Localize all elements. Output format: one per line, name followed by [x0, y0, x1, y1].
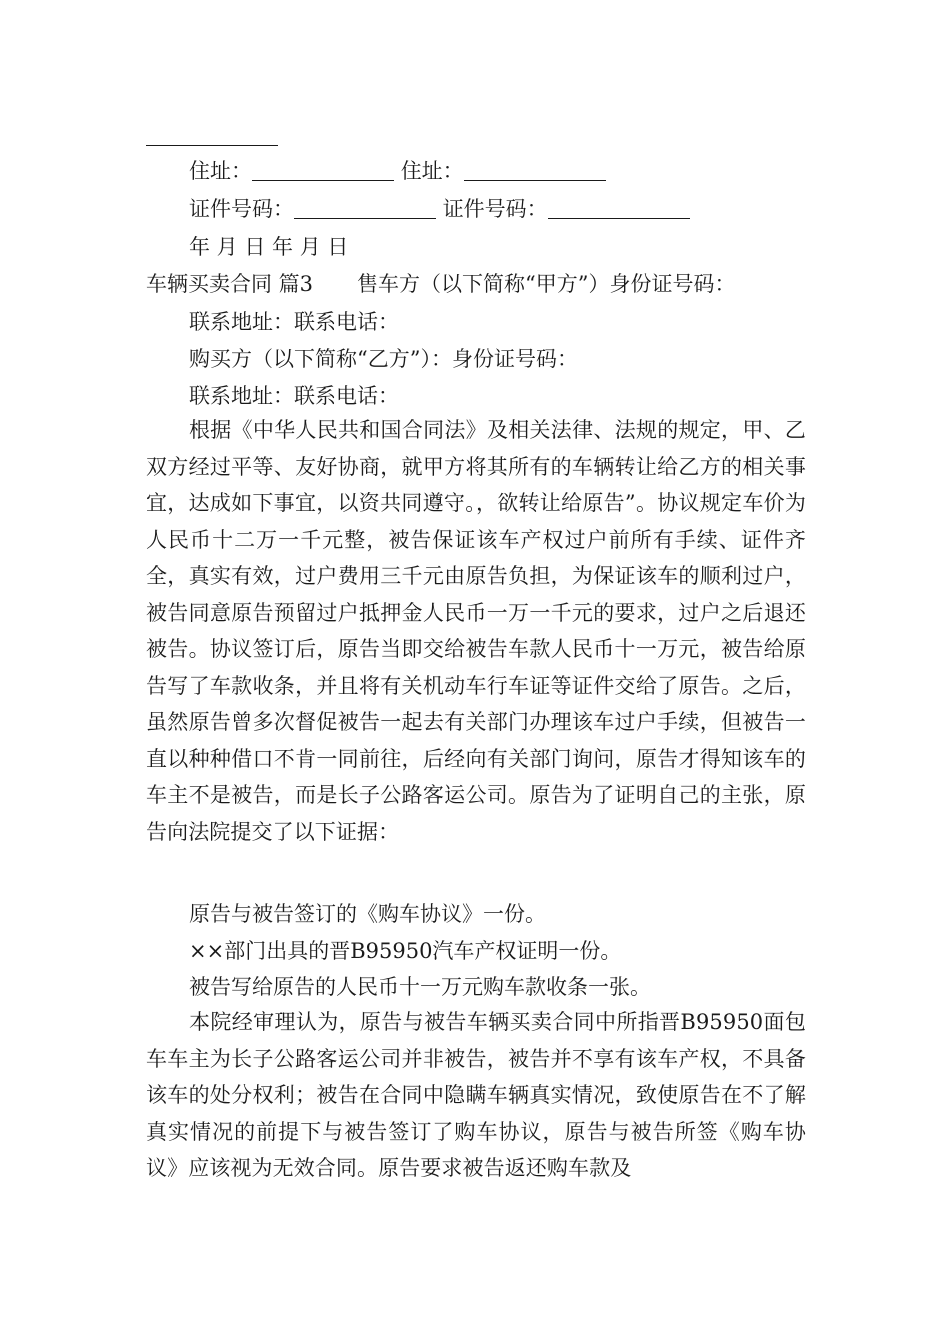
party-b-address-blank [464, 158, 606, 181]
id-number-row [189, 194, 690, 224]
evidence-item-1: 原告与被告签订的《购车协议》一份。 [189, 902, 546, 926]
signature-underline [146, 145, 278, 146]
party-b-id-blank [548, 196, 690, 219]
party-a-address-label: 住址： [189, 159, 252, 183]
evidence-item-2: ××部门出具的晋B95950汽车产权证明一份。 [189, 939, 622, 963]
section-heading-row [146, 269, 736, 299]
body-paragraph-2: 本院经审理认为，原告与被告车辆买卖合同中所指晋B95950面包车车主为长子公路客运公司并非被告，被告并不享有该车产权，不具备该车的处分权利；被告在合同中隐瞒车辆真实情况，致使原告在不了解真实情况的前提下与被告签订了购车协议，原告与被告所签《购车协议》应该视为无效合同。原告要求被告返还购车款及 [146, 1010, 806, 1180]
section-heading: 车辆买卖合同 篇3 [146, 272, 314, 296]
party-a-id-blank [294, 196, 436, 219]
buyer-contact: 联系地址：联系电话： [189, 384, 399, 408]
party-b-id-label: 证件号码： [442, 197, 548, 221]
date-row: 年 月 日 年 月 日 [189, 235, 349, 259]
evidence-item-3: 被告写给原告的人民币十一万元购车款收条一张。 [189, 975, 651, 999]
address-row [189, 156, 606, 186]
body-paragraph-1: 根据《中华人民共和国合同法》及相关法律、法规的规定，甲、乙双方经过平等、友好协商，就甲方将其所有的车辆转让给乙方的相关事宜，达成如下事宜，以资共同遵守。，欲转让给原告”。协议规定车价为人民币十二万一千元整，被告保证该车产权过户前所有手续、证件齐全，真实有效，过户费用三千元由原告负担，为保证该车的顺利过户，被告同意原告预留过户抵押金人民币一万一千元的要求，过户之后退还被告。协议签订后，原告当即交给被告车款人民币十一万元，被告给原告写了车款收条，并且将有关机动车行车证等证件交给了原告。之后，虽然原告曾多次督促被告一起去有关部门办理该车过户手续，但被告一直以种种借口不肯一同前往，后经向有关部门询问，原告才得知该车的车主不是被告，而是长子公路客运公司。原告为了证明自己的主张，原告向法院提交了以下证据： [146, 418, 806, 844]
buyer-line: 购买方（以下简称“乙方”）：身份证号码： [189, 347, 578, 371]
seller-contact: 联系地址：联系电话： [189, 310, 399, 334]
party-a-address-blank [252, 158, 394, 181]
party-a-id-label: 证件号码： [189, 197, 294, 221]
seller-line: 售车方（以下简称“甲方”）身份证号码： [357, 272, 736, 296]
party-b-address-label: 住址： [400, 159, 464, 183]
